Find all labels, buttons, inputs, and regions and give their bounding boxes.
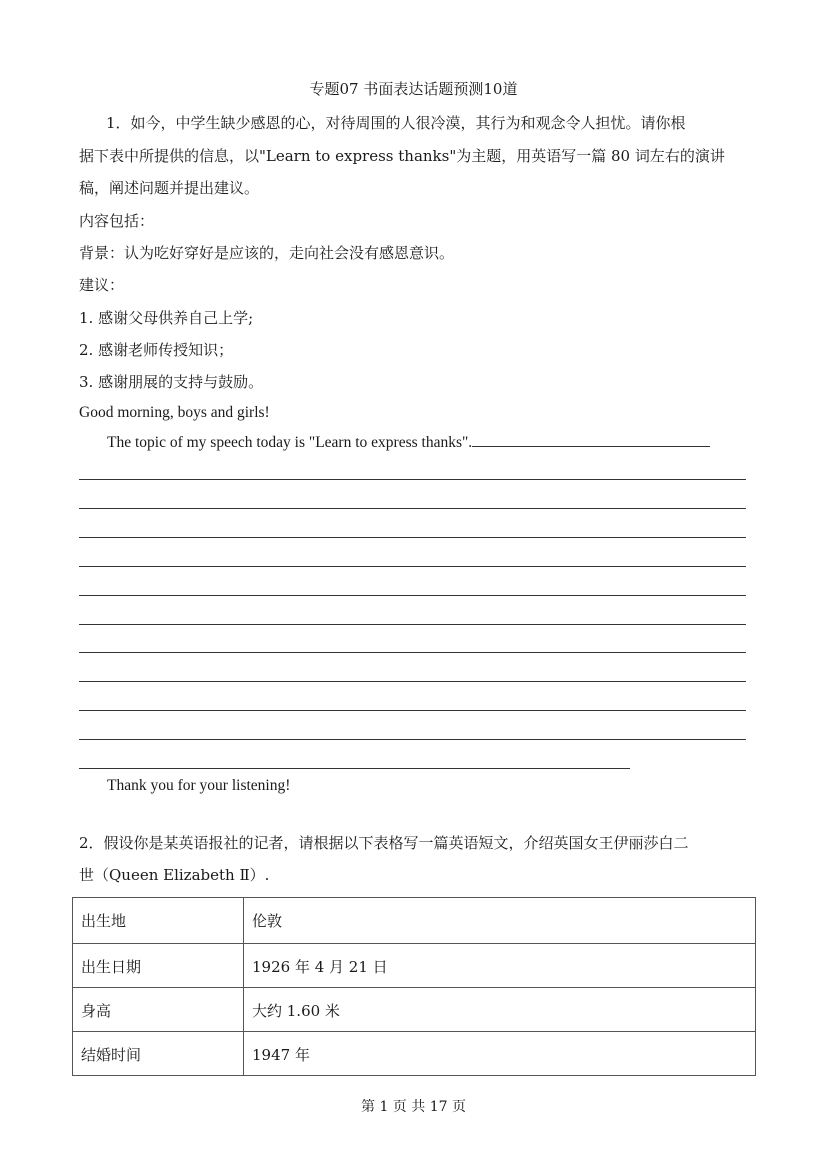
- answer-line[interactable]: [79, 624, 746, 625]
- answer-line[interactable]: [79, 739, 746, 740]
- answer-line-short[interactable]: [79, 768, 630, 769]
- answer-line[interactable]: [79, 681, 746, 682]
- answer-line[interactable]: [79, 595, 746, 596]
- q2-prompt-line-2: 世（Queen Elizabeth Ⅱ）.: [79, 866, 270, 884]
- table-cell-label: 出生地: [73, 898, 244, 944]
- page-title: 专题07 书面表达话题预测10道: [309, 80, 518, 98]
- q1-topic-sentence: The topic of my speech today is "Learn to express thanks".: [107, 434, 473, 451]
- table-row: [73, 1032, 756, 1076]
- q1-closing: Thank you for your listening!: [107, 777, 291, 794]
- q1-suggestion-3: 3. 感谢朋展的支持与鼓励。: [79, 373, 264, 391]
- answer-line[interactable]: [79, 537, 746, 538]
- page-footer: 第 1 页 共 17 页: [361, 1099, 466, 1115]
- q1-suggestion-heading: 建议：: [79, 276, 125, 294]
- q2-info-table: [72, 897, 756, 1076]
- q1-prompt-line-3: 稿，阐述问题并提出建议。: [79, 179, 260, 197]
- table-cell-value: 大约 1.60 米: [244, 988, 756, 1032]
- q2-prompt-line-1: 2．假设你是某英语报社的记者，请根据以下表格写一篇英语短文，介绍英国女王伊丽莎白二: [79, 834, 689, 852]
- q1-suggestion-1: 1. 感谢父母供养自己上学;: [79, 309, 254, 327]
- table-cell-value: 1947 年: [244, 1032, 756, 1076]
- q1-prompt-line-1: 1．如今，中学生缺少感恩的心，对待周围的人很冷漠，其行为和观念令人担忧。请你根: [106, 114, 686, 132]
- answer-line[interactable]: [79, 566, 746, 567]
- q1-prompt-line-2: 据下表中所提供的信息，以"Learn to express thanks"为主题，用英语写一篇 80 词左右的演讲: [79, 147, 725, 165]
- table-cell-label: 身高: [73, 988, 244, 1032]
- answer-line[interactable]: [79, 508, 746, 509]
- table-cell-label: 出生日期: [73, 944, 244, 988]
- q1-topic-line: [107, 432, 710, 452]
- table-row: [73, 944, 756, 988]
- answer-blank-inline[interactable]: [472, 432, 710, 447]
- answer-line[interactable]: [79, 710, 746, 711]
- q1-greeting: Good morning, boys and girls!: [79, 404, 270, 421]
- answer-line[interactable]: [79, 652, 746, 653]
- answer-line[interactable]: [79, 479, 746, 480]
- table-cell-value: 伦敦: [244, 898, 756, 944]
- q1-content-heading: 内容包括：: [79, 212, 155, 230]
- q1-suggestion-2: 2. 感谢老师传授知识；: [79, 341, 234, 359]
- q1-background: 背景：认为吃好穿好是应该的，走向社会没有感恩意识。: [79, 244, 455, 262]
- table-row: [73, 898, 756, 944]
- table-cell-value: 1926 年 4 月 21 日: [244, 944, 756, 988]
- table-cell-label: 结婚时间: [73, 1032, 244, 1076]
- table-row: [73, 988, 756, 1032]
